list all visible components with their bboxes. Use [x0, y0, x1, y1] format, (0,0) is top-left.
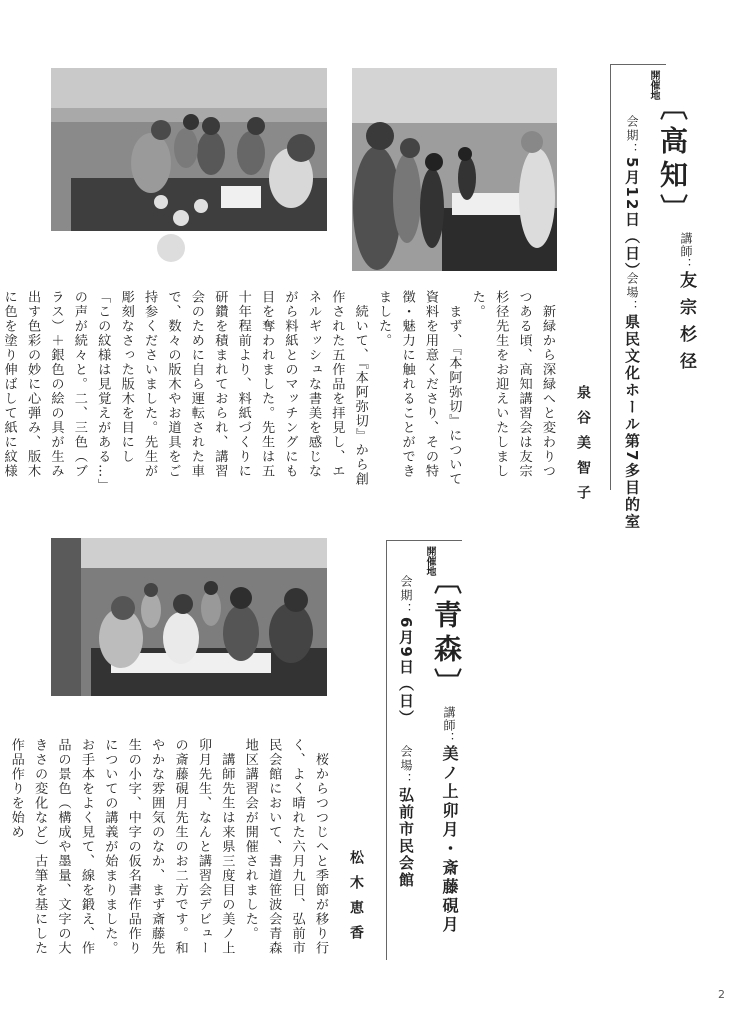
kochi-hall-key: 会場：: [625, 272, 639, 314]
kochi-photo-workshop-table: [51, 68, 327, 231]
kochi-teacher-value: 友宗杉径: [676, 271, 696, 379]
aomori-venue-label: 開催地: [424, 546, 435, 576]
aomori-header-rule-top: [386, 540, 462, 541]
aomori-hall: [396, 745, 417, 889]
kochi-header-rule-top: [610, 64, 611, 490]
kochi-author: 泉谷美智子: [575, 385, 591, 510]
aomori-date-value: 6月9日（日）: [397, 617, 415, 727]
aomori-teacher-value: 美ノ上卯月・斎藤硯月: [440, 745, 459, 935]
aomori-photo-workshop: [51, 538, 327, 696]
kochi-hall-value: 県民文化ホール第7多目的室: [623, 314, 641, 531]
kochi-venue-label: 開催地: [648, 70, 659, 100]
kochi-teacher: [674, 232, 699, 379]
kochi-hall: [622, 272, 643, 530]
kochi-date: [622, 115, 643, 279]
kochi-teacher-key: 講師：: [679, 232, 693, 271]
kochi-place-name: 〔高知〕: [656, 92, 689, 228]
aomori-place-name: 〔青森〕: [430, 566, 463, 702]
aomori-author: 松木恵香: [348, 850, 364, 950]
kochi-date-value: 5月12日（日）: [623, 157, 641, 280]
kochi-photo-demonstration: [352, 68, 557, 271]
aomori-article-body: 桜からつつじへと季節が移り行く、よく晴れた六月九日、弘前市民会館において、書道笹波会青森地区講習会が開催されました。 講師先生は来県三度目の美ノ上卯月先生、なんと講習会デビューの斎藤硯月先生のお二方です。和やかな雰囲気のなか、まず斎藤先生の小字、中字の仮名書作品作りについての講義が始まりました。お手本をよく見て、線を鍛え、作品の景色（構成や墨量、文字の大きさの変化など）古筆を基にした作品作りを始め: [8, 738, 328, 956]
aomori-hall-key: 会場：: [399, 745, 413, 787]
aomori-date: [396, 575, 417, 727]
aomori-teacher: [438, 706, 461, 935]
kochi-header-rule-right: [610, 64, 666, 65]
page-number: 2: [718, 988, 725, 1001]
aomori-hall-value: 弘前市民会館: [397, 787, 415, 889]
aomori-teacher-key: 講師：: [442, 706, 456, 745]
aomori-header-rule: [386, 540, 387, 960]
kochi-date-key: 会期：: [625, 115, 639, 157]
kochi-article-body: 新緑から深緑へと変わりつつある頃、高知講習会は友宗杉径先生をお迎えいたしました。 まず、『本阿弥切』について資料を用意くださり、その特徴・魅力に触れることができました。 続いて、『本阿弥切』から創作された五作品を拝見し、エネルギッシュな書美を感じながら料紙とのマッチングにも目を奪われました。先生は五十年程前より、料紙づくりに研鑽を積まれておられ、講習会のために自ら運転された車で、数々の版木やお道具をご持参くださいました。先生が彫刻なさった版木を目にし「この紋様は見覚えがある…」の声が続々と。二、三色（ブラス）＋銀色の絵の具が生み出す色彩の妙に心弾み、版木に色を塗り伸ばして紙に紋様: [1, 290, 555, 487]
aomori-date-key: 会期：: [399, 575, 413, 617]
